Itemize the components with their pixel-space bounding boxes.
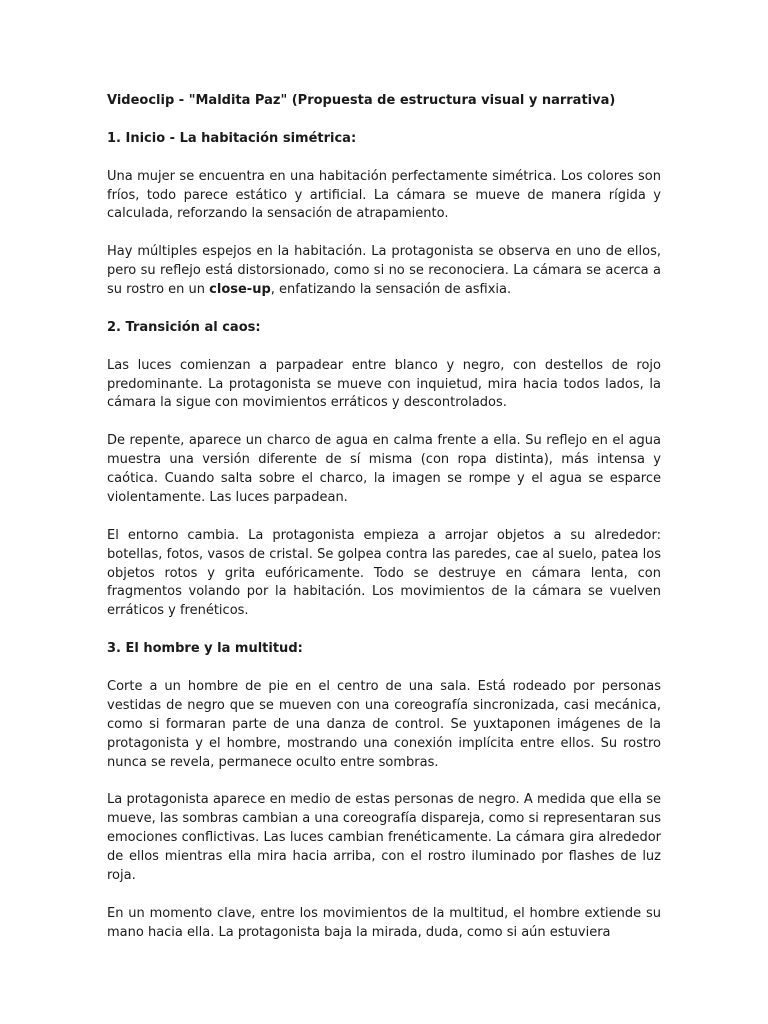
section-heading-transicion: 2. Transición al caos: (107, 319, 261, 335)
paragraph-corte-hombre: Corte a un hombre de pie en el centro de una sala. Está rodeado por personas vestidas de negro que se mueven con una coreografía sincronizada, casi mecánica, como si formaran parte de una danza de control. Se yuxtaponen imágenes de la protagonista y el hombre, mostrando una conexión implícita entre ellos. Su rostro nunca se revela, permanece oculto entre sombras. (107, 678, 661, 770)
paragraph-entorno: El entorno cambia. La protagonista empieza a arrojar objetos a su alrededor: botellas, fotos, vasos de cristal. Se golpea contra las paredes, cae al suelo, patea los objetos rotos y grita eufóricamente. Todo se destruye en cámara lenta, con fragmentos volando por la habitación. Los movimientos de la cámara se vuelven erráticos y frenéticos. (107, 527, 661, 619)
section-heading-inicio: 1. Inicio - La habitación simétrica: (107, 130, 357, 146)
paragraph-espejos: Hay múltiples espejos en la habitación. La protagonista se observa en uno de ellos, pero su reflejo está distorsionado, como si no se reconociera. La cámara se acerca a su rostro en un close-up, enfatizando la sensación de asfixia. (107, 244, 661, 298)
paragraph-personas-negro: La protagonista aparece en medio de estas personas de negro. A medida que ella se mueve, las sombras cambian a una coreografía dispareja, como si representaran sus emociones conflictivas. Las luces cambian frenéticamente. La cámara gira alrededor de ellos mientras ella mira hacia arriba, con el rostro iluminado por flashes de luz roja. (107, 792, 661, 883)
section-heading-hombre: 3. El hombre y la multitud: (107, 641, 303, 657)
document-page (107, 92, 661, 962)
paragraph-luces: Las luces comienzan a parpadear entre blanco y negro, con destellos de rojo predominante. La protagonista se mueve con inquietud, mira hacia todos lados, la cámara la sigue con movimientos erráticos y descontrolados. (107, 357, 661, 411)
document-title: Videoclip - "Maldita Paz" (Propuesta de estructura visual y narrativa) (107, 93, 616, 108)
paragraph-habitacion-simetrica: Una mujer se encuentra en una habitación perfectamente simétrica. Los colores son fríos, todo parece estático y artificial. La cámara se mueve de manera rígida y calculada, reforzando la sensación de atrapamiento. (107, 168, 661, 222)
paragraph-charco: De repente, aparece un charco de agua en calma frente a ella. Su reflejo en el agua muestra una versión diferente de sí misma (con ropa distinta), más intensa y caótica. Cuando salta sobre el charco, la imagen se rompe y el agua se esparce violentamente. Las luces parpadean. (107, 433, 661, 505)
close-up-term: close-up (209, 282, 271, 298)
paragraph-momento-clave: En un momento clave, entre los movimientos de la multitud, el hombre extiende su mano hacia ella. La protagonista baja la mirada, duda, como si aún estuviera (107, 905, 661, 940)
